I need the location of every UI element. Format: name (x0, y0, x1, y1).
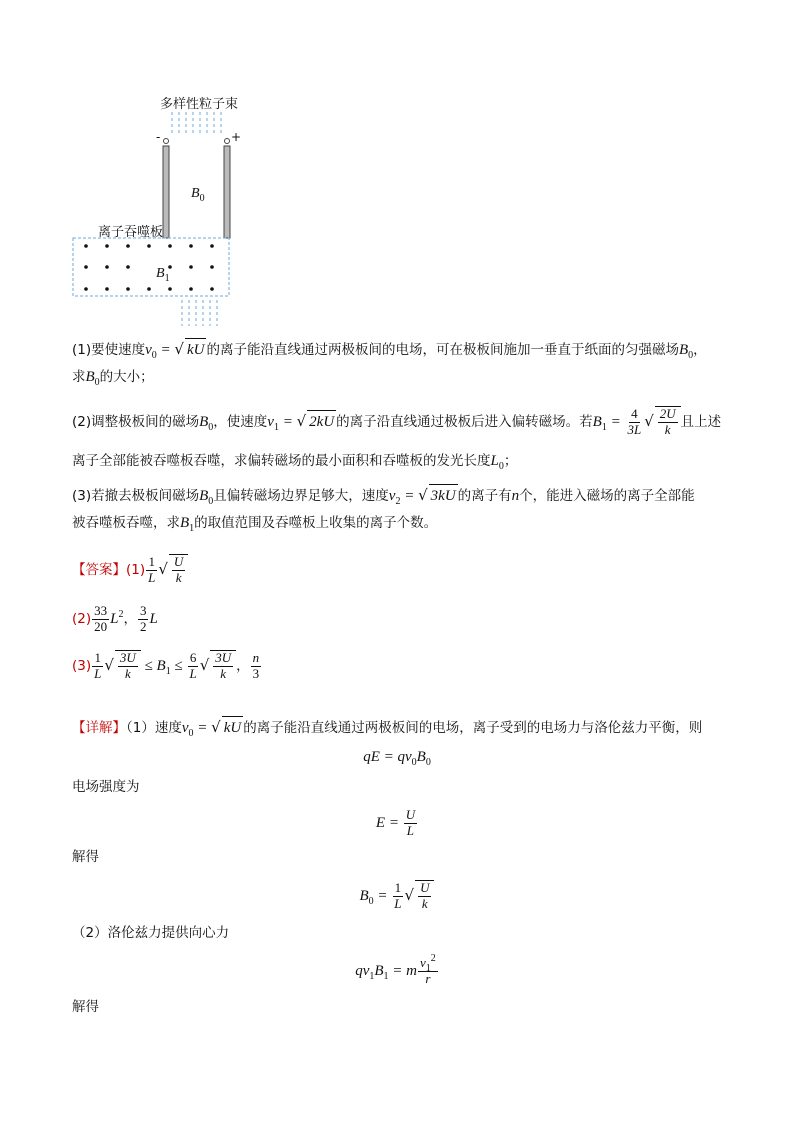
equation-field: E = $\frac{U}{L}$ (375, 807, 416, 838)
diagram-svg (60, 88, 260, 338)
minus-sign: - (156, 130, 161, 144)
detail-label: 【详解】 (72, 720, 126, 736)
right-terminal (225, 139, 230, 144)
answer-3: (3) $\frac{1}{L}$ √ $\frac{3U}{k}$ ≤ $B_1$ ≤ $\frac{6}{L}$ √ $\frac{3U}{k}$ ， $\frac{n}{3}$ (72, 650, 260, 681)
right-plate (224, 146, 230, 238)
detail-1: 【详解】（1）速度$v_0$ = √ kU 的离子能沿直线通过两极板间的电场，离子受到的电场力与洛伦兹力平衡，则 (72, 718, 703, 739)
equation-centripetal: $qv_1B_1 = m$ $\frac{v_1^2}{r}$ (355, 953, 436, 986)
solve-2-text: 解得 (72, 999, 99, 1015)
outgoing-beam (182, 300, 217, 326)
incoming-beam (172, 112, 221, 134)
question-3-line-1: (3)若撤去极板间磁场$B_0$且偏转磁场边界足够大，速度$v_2$ = √ 3kU 的离子有n个，能进入磁场的离子全部能 (72, 486, 695, 507)
deflection-field-region (73, 238, 229, 296)
question-1-line-2: 求$B_0$的大小； (72, 369, 154, 388)
plate-label: 离子吞噬板 (98, 225, 164, 240)
question-2-line-1: (2)调整极板间的磁场$B_0$，使速度$v_1$ = √ 2kU 的离子沿直线通过极板后进入偏转磁场。若$B_1$ = $\frac{4}{3L}$ √ $\frac{2U}{k}$ 且上述 (72, 406, 722, 437)
answer-label: 【答案】 (72, 561, 126, 578)
b1-label: $B_1$ (156, 266, 170, 284)
answer-1: 【答案】(1) $\frac{1}{L}$ √ $\frac{U}{k}$ (72, 554, 188, 586)
question-3-line-2: 被吞噬板吞噬，求$B_1$的取值范围及吞噬板上收集的离子个数。 (72, 515, 438, 534)
left-plate (163, 146, 169, 238)
field-dots (84, 244, 214, 291)
physics-diagram (60, 88, 260, 338)
question-2-line-2: 离子全部能被吞噬板吞噬，求偏转磁场的最小面积和吞噬板的发光长度$L_0$； (72, 453, 518, 472)
part-2-text: （2）洛伦兹力提供向心力 (72, 925, 230, 941)
equation-b0: $B_0$ = $\frac{1}{L}$ √ $\frac{U}{k}$ (0, 880, 794, 912)
answer-2: (2) $\frac{33}{20}$ $L^2$， $\frac{3}{2}$ L (72, 603, 158, 634)
question-1-line-1: (1)要使速度$v_0$ = √ kU 的离子能沿直线通过两极板间的电场，可在极板间施加一垂直于纸面的匀强磁场$B_0$， (72, 340, 707, 361)
plus-sign: + (231, 130, 242, 144)
solve-1-text: 解得 (72, 849, 99, 865)
left-terminal (164, 139, 169, 144)
beam-label: 多样性粒子束 (160, 97, 239, 112)
field-strength-text: 电场强度为 (72, 779, 140, 795)
b0-label: $B_0$ (191, 186, 205, 204)
equation-force-balance: qE = $qv_0B_0$ (363, 749, 431, 768)
